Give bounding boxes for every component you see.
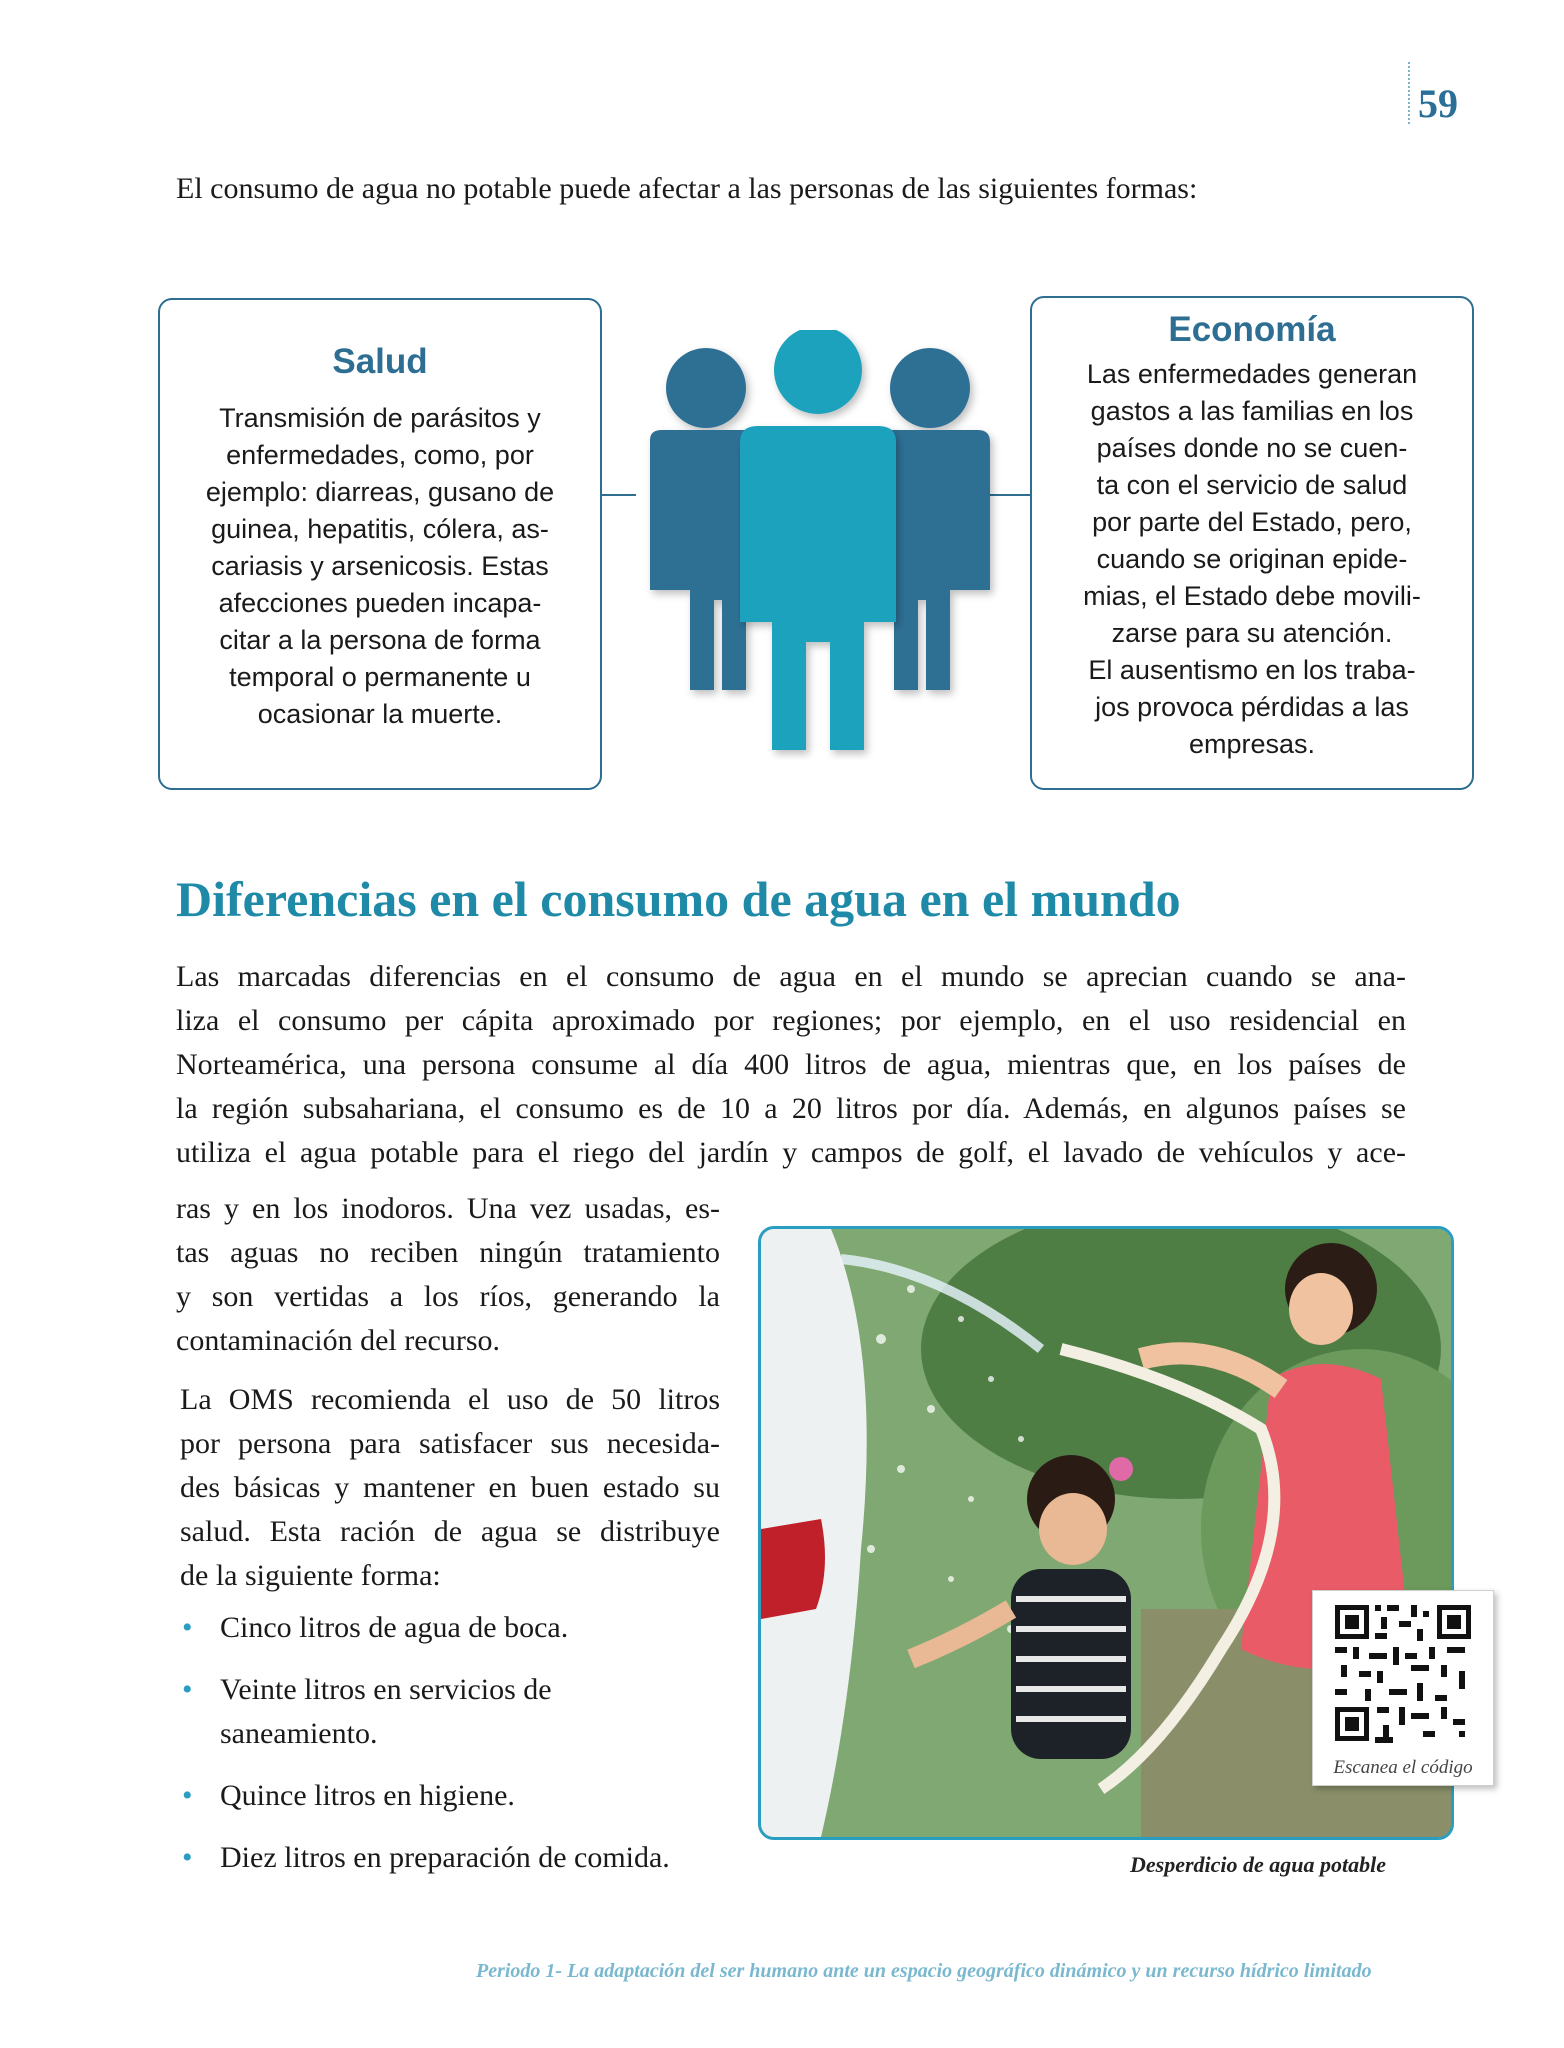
list-item	[176, 1774, 736, 1818]
economia-text	[1032, 356, 1472, 763]
salud-line: guinea, hepatitis, cólera, as-	[211, 514, 549, 544]
salud-line: citar a la persona de forma	[219, 625, 541, 655]
people-icon	[630, 330, 1010, 760]
water-distribution-list	[176, 1606, 736, 1898]
body-line: tas aguas no reciben ningún tratamiento	[176, 1236, 720, 1269]
oms-line: de la siguiente forma:	[180, 1559, 441, 1592]
bullet-icon: •	[182, 1841, 193, 1874]
economia-line: países donde no se cuen-	[1096, 433, 1408, 463]
economia-line: por parte del Estado, pero,	[1092, 507, 1412, 537]
salud-box	[158, 298, 602, 790]
oms-line: salud. Esta ración de agua se distribuye	[180, 1515, 720, 1548]
qr-code-icon	[1313, 1591, 1493, 1757]
economia-line: cuando se originan epide-	[1096, 544, 1408, 574]
body-line: Las marcadas diferencias en el consumo de agua en el mundo se aprecian cuando se ana-	[176, 960, 1406, 993]
body-line: liza el consumo per cápita aproximado por regiones; por ejemplo, en el uso residencial en	[176, 1004, 1406, 1037]
body-line: Norteamérica, una persona consume al día 400 litros de agua, mientras que, en los países de	[176, 1048, 1406, 1081]
economia-line: empresas.	[1188, 729, 1316, 759]
economia-line: Las enfermedades generan	[1086, 359, 1418, 389]
oms-line: por persona para satisfacer sus necesida-	[180, 1427, 720, 1460]
salud-text	[160, 400, 600, 733]
oms-line: La OMS recomienda el uso de 50 litros	[180, 1383, 720, 1416]
body-line: y son vertidas a los ríos, generando la	[176, 1280, 720, 1313]
list-item-line: Diez litros en preparación de comida.	[220, 1841, 670, 1874]
page-number: 59	[1418, 81, 1458, 126]
economia-line: jos provoca pérdidas a las	[1095, 692, 1409, 722]
salud-line: temporal o permanente u	[229, 662, 531, 692]
list-item	[176, 1606, 736, 1650]
intro-text: El consumo de agua no potable puede afectar a las personas de las siguientes formas:	[176, 172, 1198, 205]
salud-line: ejemplo: diarreas, gusano de	[205, 477, 555, 507]
section-heading: Diferencias en el consumo de agua en el mundo	[176, 871, 1181, 927]
salud-line: Transmisión de parásitos y	[219, 403, 541, 433]
list-item-line: saneamiento.	[220, 1717, 378, 1750]
economia-line: zarse para su atención.	[1111, 618, 1393, 648]
oms-line: des básicas y mantener en buen estado su	[180, 1471, 720, 1504]
page-number-rule	[1408, 62, 1410, 124]
qr-caption: Escanea el código	[1333, 1757, 1473, 1778]
bullet-icon: •	[182, 1611, 193, 1644]
salud-title: Salud	[332, 342, 428, 381]
salud-line: afecciones pueden incapa-	[218, 588, 542, 618]
economia-box	[1030, 296, 1474, 790]
body-line: contaminación del recurso.	[176, 1324, 501, 1357]
body-paragraph-wrap	[176, 1187, 720, 1363]
list-item	[176, 1668, 736, 1756]
bullet-icon: •	[182, 1779, 193, 1812]
page-footer: Periodo 1- La adaptación del ser humano ante un espacio geográfico dinámico y un recurso hídrico limitado	[476, 1960, 1372, 1982]
qr-code[interactable]	[1312, 1590, 1494, 1786]
economia-title: Economía	[1168, 310, 1336, 349]
list-item-line: Cinco litros de agua de boca.	[220, 1611, 569, 1644]
economia-line: gastos a las familias en los	[1090, 396, 1414, 426]
photo-caption: Desperdicio de agua potable	[1130, 1852, 1387, 1877]
economia-line: ta con el servicio de salud	[1096, 470, 1408, 500]
list-item-line: Veinte litros en servicios de	[220, 1673, 552, 1706]
bullet-icon: •	[182, 1673, 193, 1706]
salud-line: cariasis y arsenicosis. Estas	[211, 551, 549, 581]
oms-paragraph	[180, 1378, 720, 1598]
body-line: utiliza el agua potable para el riego del jardín y campos de golf, el lavado de vehículos y ace-	[176, 1136, 1406, 1169]
body-line: la región subsahariana, el consumo es de 10 a 20 litros por día. Además, en algunos países se	[176, 1092, 1406, 1125]
economia-line: mias, el Estado debe movili-	[1083, 581, 1421, 611]
body-paragraph	[176, 955, 1406, 1175]
salud-line: enfermedades, como, por	[226, 440, 534, 470]
list-item	[176, 1836, 736, 1880]
body-line: ras y en los inodoros. Una vez usadas, es-	[176, 1192, 720, 1225]
economia-line: El ausentismo en los traba-	[1088, 655, 1416, 685]
salud-line: ocasionar la muerte.	[257, 699, 503, 729]
list-item-line: Quince litros en higiene.	[220, 1779, 515, 1812]
